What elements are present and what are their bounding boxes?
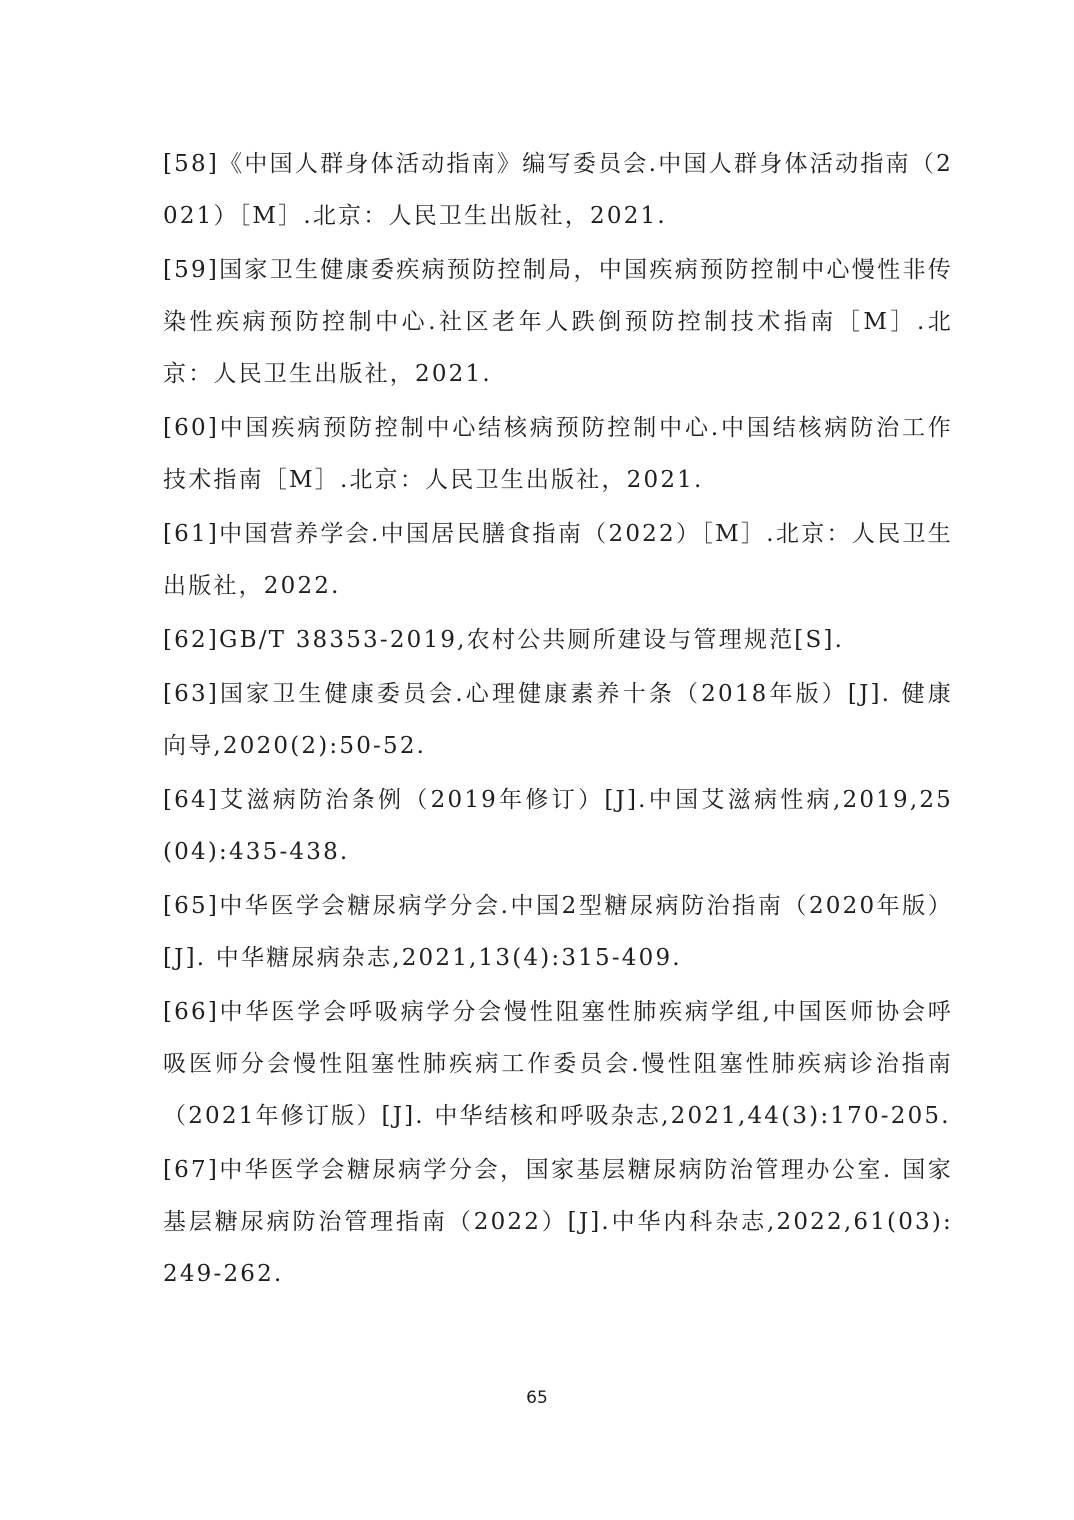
reference-item: [65]中华医学会糖尿病学分会.中国2型糖尿病防治指南（2020年版）[J]. 中华糖尿病杂志,2021,13(4):315-409. [163,893,953,971]
reference-item: [61]中国营养学会.中国居民膳食指南（2022）［M］.北京：人民卫生出版社，2022. [163,521,953,599]
reference-item: [60]中国疾病预防控制中心结核病预防控制中心.中国结核病防治工作技术指南［M］.北京：人民卫生出版社，2021. [163,415,953,493]
page-number: 65 [526,1388,548,1408]
reference-item: [62]GB/T 38353-2019,农村公共厕所建设与管理规范[S]. [163,627,845,653]
reference-item: [64]艾滋病防治条例（2019年修订）[J].中国艾滋病性病,2019,25(04):435-438. [163,787,953,865]
reference-item: [59]国家卫生健康委疾病预防控制局，中国疾病预防控制中心慢性非传染性疾病预防控制中心.社区老年人跌倒预防控制技术指南［M］.北京：人民卫生出版社，2021. [163,257,953,387]
reference-item: [58]《中国人群身体活动指南》编写委员会.中国人群身体活动指南（2021）［M］.北京：人民卫生出版社，2021. [163,151,953,229]
reference-item: [63]国家卫生健康委员会.心理健康素养十条（2018年版）[J]. 健康向导,2020(2):50-52. [163,681,953,759]
reference-item: [66]中华医学会呼吸病学分会慢性阻塞性肺疾病学组,中国医师协会呼吸医师分会慢性阻塞性肺疾病工作委员会.慢性阻塞性肺疾病诊治指南（2021年修订版）[J]. 中华结核和呼吸杂志,2021,44(3):170-205. [163,999,953,1129]
reference-list [163,138,953,1302]
reference-item: [67]中华医学会糖尿病学分会，国家基层糖尿病防治管理办公室. 国家基层糖尿病防治管理指南（2022）[J].中华内科杂志,2022,61(03):249-262. [163,1157,953,1287]
